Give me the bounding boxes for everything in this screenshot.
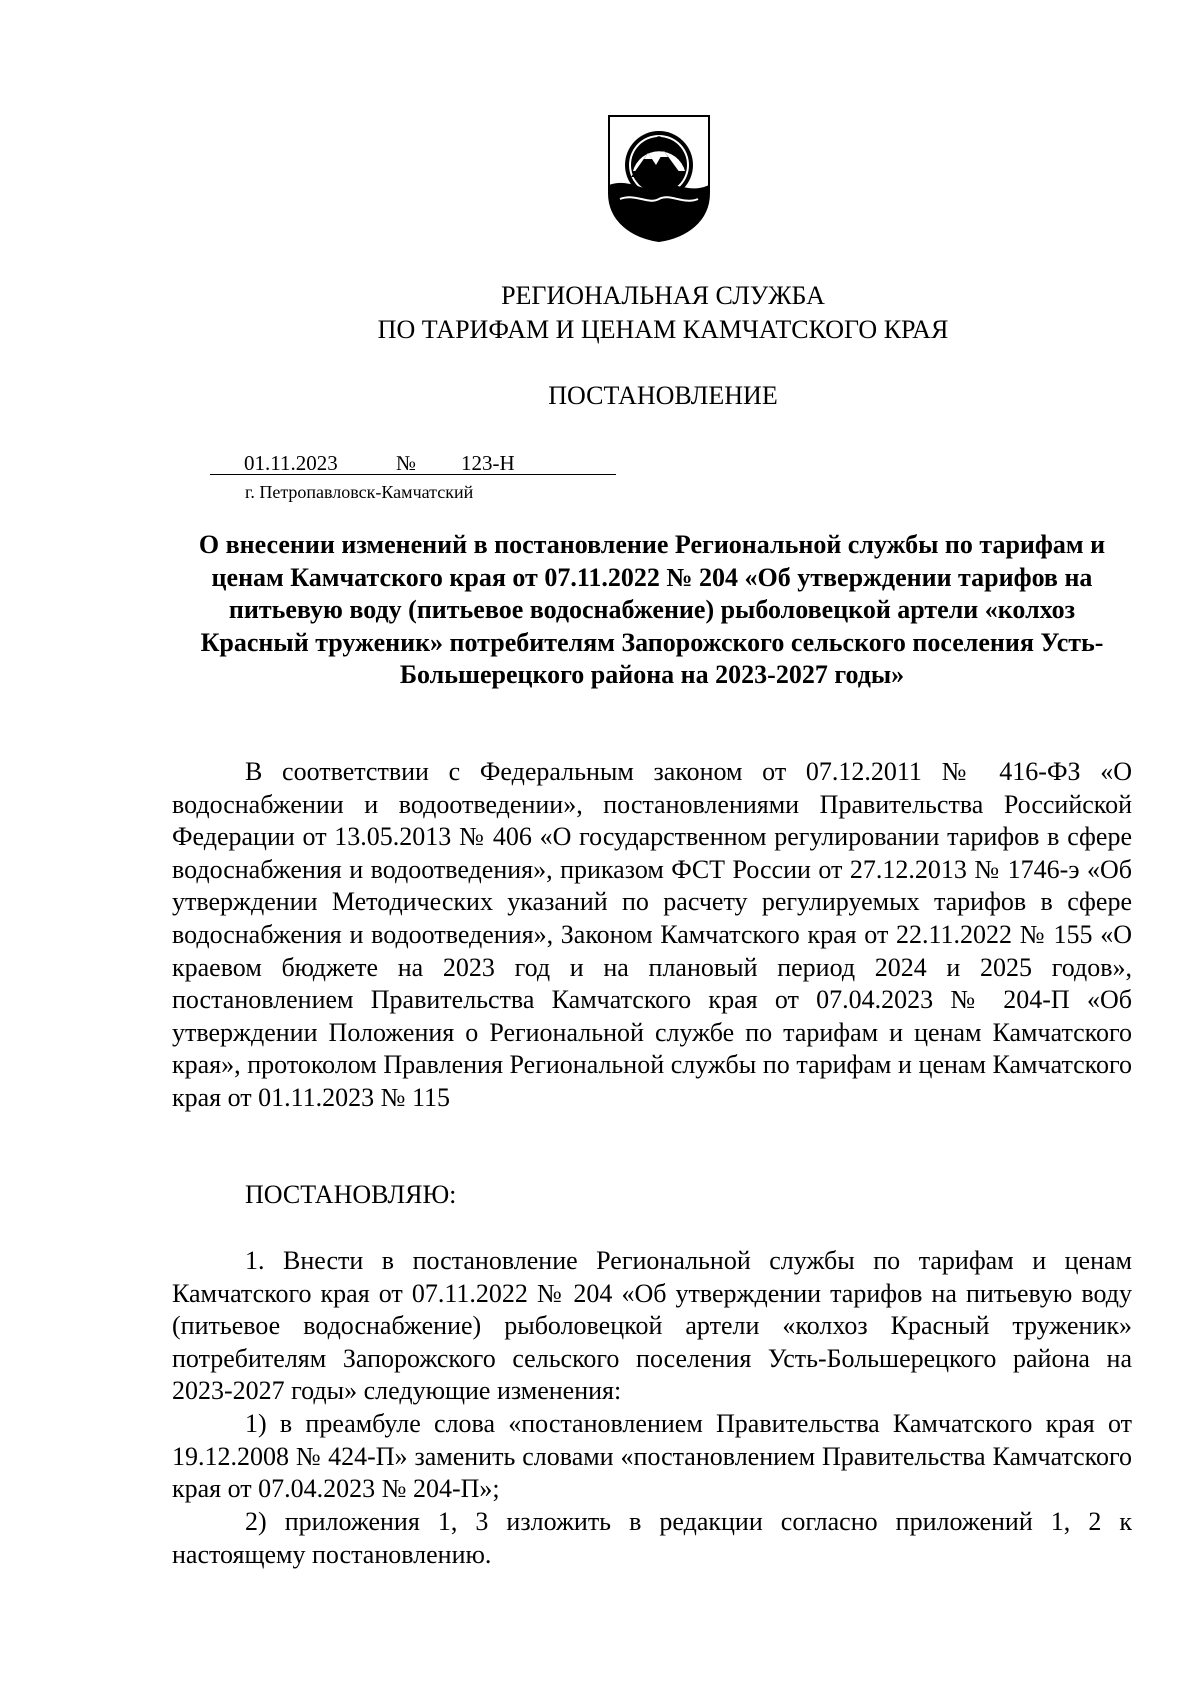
- date-number-line: [210, 451, 616, 475]
- city-name: г. Петропавловск-Камчатский: [245, 482, 474, 502]
- preamble-paragraph: В соответствии с Федеральным законом от 07.12.2011 № 416-ФЗ «О водоснабжении и водоотведении», постановлениями Правительства Российской Федерации от 13.05.2013 № 406 «О государственном регулировании тарифов в сфере водоснабжения и водоотведения», приказом ФСТ России от 27.12.2013 № 1746-э «Об утверждении Методических указаний по расчету регулируемых тарифов в сфере водоснабжения и водоотведения», Законом Камчатского края от 22.11.2022 № 155 «О краевом бюджете на 2023 год и на плановый период 2024 и 2025 годов», постановлением Правительства Камчатского края от 07.04.2023 № 204-П «Об утверждении Положения о Региональной службе по тарифам и ценам Камчатского края», протоколом Правления Региональной службы по тарифам и ценам Камчатского края от 01.11.2023 № 115: [172, 757, 1132, 1112]
- item-1-2-paragraph: 2) приложения 1, 3 изложить в редакции согласно приложений 1, 2 к настоящему постановлению.: [172, 1507, 1132, 1569]
- item-1-paragraph: 1. Внести в постановление Региональной службы по тарифам и ценам Камчатского края от 07.11.2022 № 204 «Об утверждении тарифов на питьевую воду (питьевое водоснабжение) рыболовецкой артели «колхоз Красный труженик» потребителям Запорожского сельского поселения Усть-Большерецкого района на 2023-2027 годы» следующие изменения:: [172, 1246, 1132, 1406]
- org-name-line2: ПО ТАРИФАМ И ЦЕНАМ КАМЧАТСКОГО КРАЯ: [377, 315, 949, 344]
- resolve-heading: ПОСТАНОВЛЯЮ:: [245, 1180, 457, 1209]
- org-name-line1: РЕГИОНАЛЬНАЯ СЛУЖБА: [501, 281, 825, 310]
- number-sign: №: [396, 451, 417, 475]
- document-title: О внесении изменений в постановление Региональной службы по тарифам и ценам Камчатского края от 07.11.2022 № 204 «Об утверждении тарифов на питьевую воду (питьевое водоснабжение) рыболовецкой артели «колхоз Красный труженик» потребителям Запорожского сельского поселения Усть-Большерецкого района на 2023-2027 годы»: [198, 530, 1106, 689]
- item-1-1-paragraph: 1) в преамбуле слова «постановлением Правительства Камчатского края от 19.12.2008 № 424-П» заменить словами «постановлением Правительства Камчатского края от 07.04.2023 № 204-П»;: [172, 1409, 1132, 1504]
- document-type: ПОСТАНОВЛЕНИЕ: [548, 381, 778, 410]
- kamchatka-coat-of-arms-icon: [606, 113, 712, 243]
- document-date: 01.11.2023: [244, 451, 338, 475]
- document-number: 123-Н: [461, 451, 515, 475]
